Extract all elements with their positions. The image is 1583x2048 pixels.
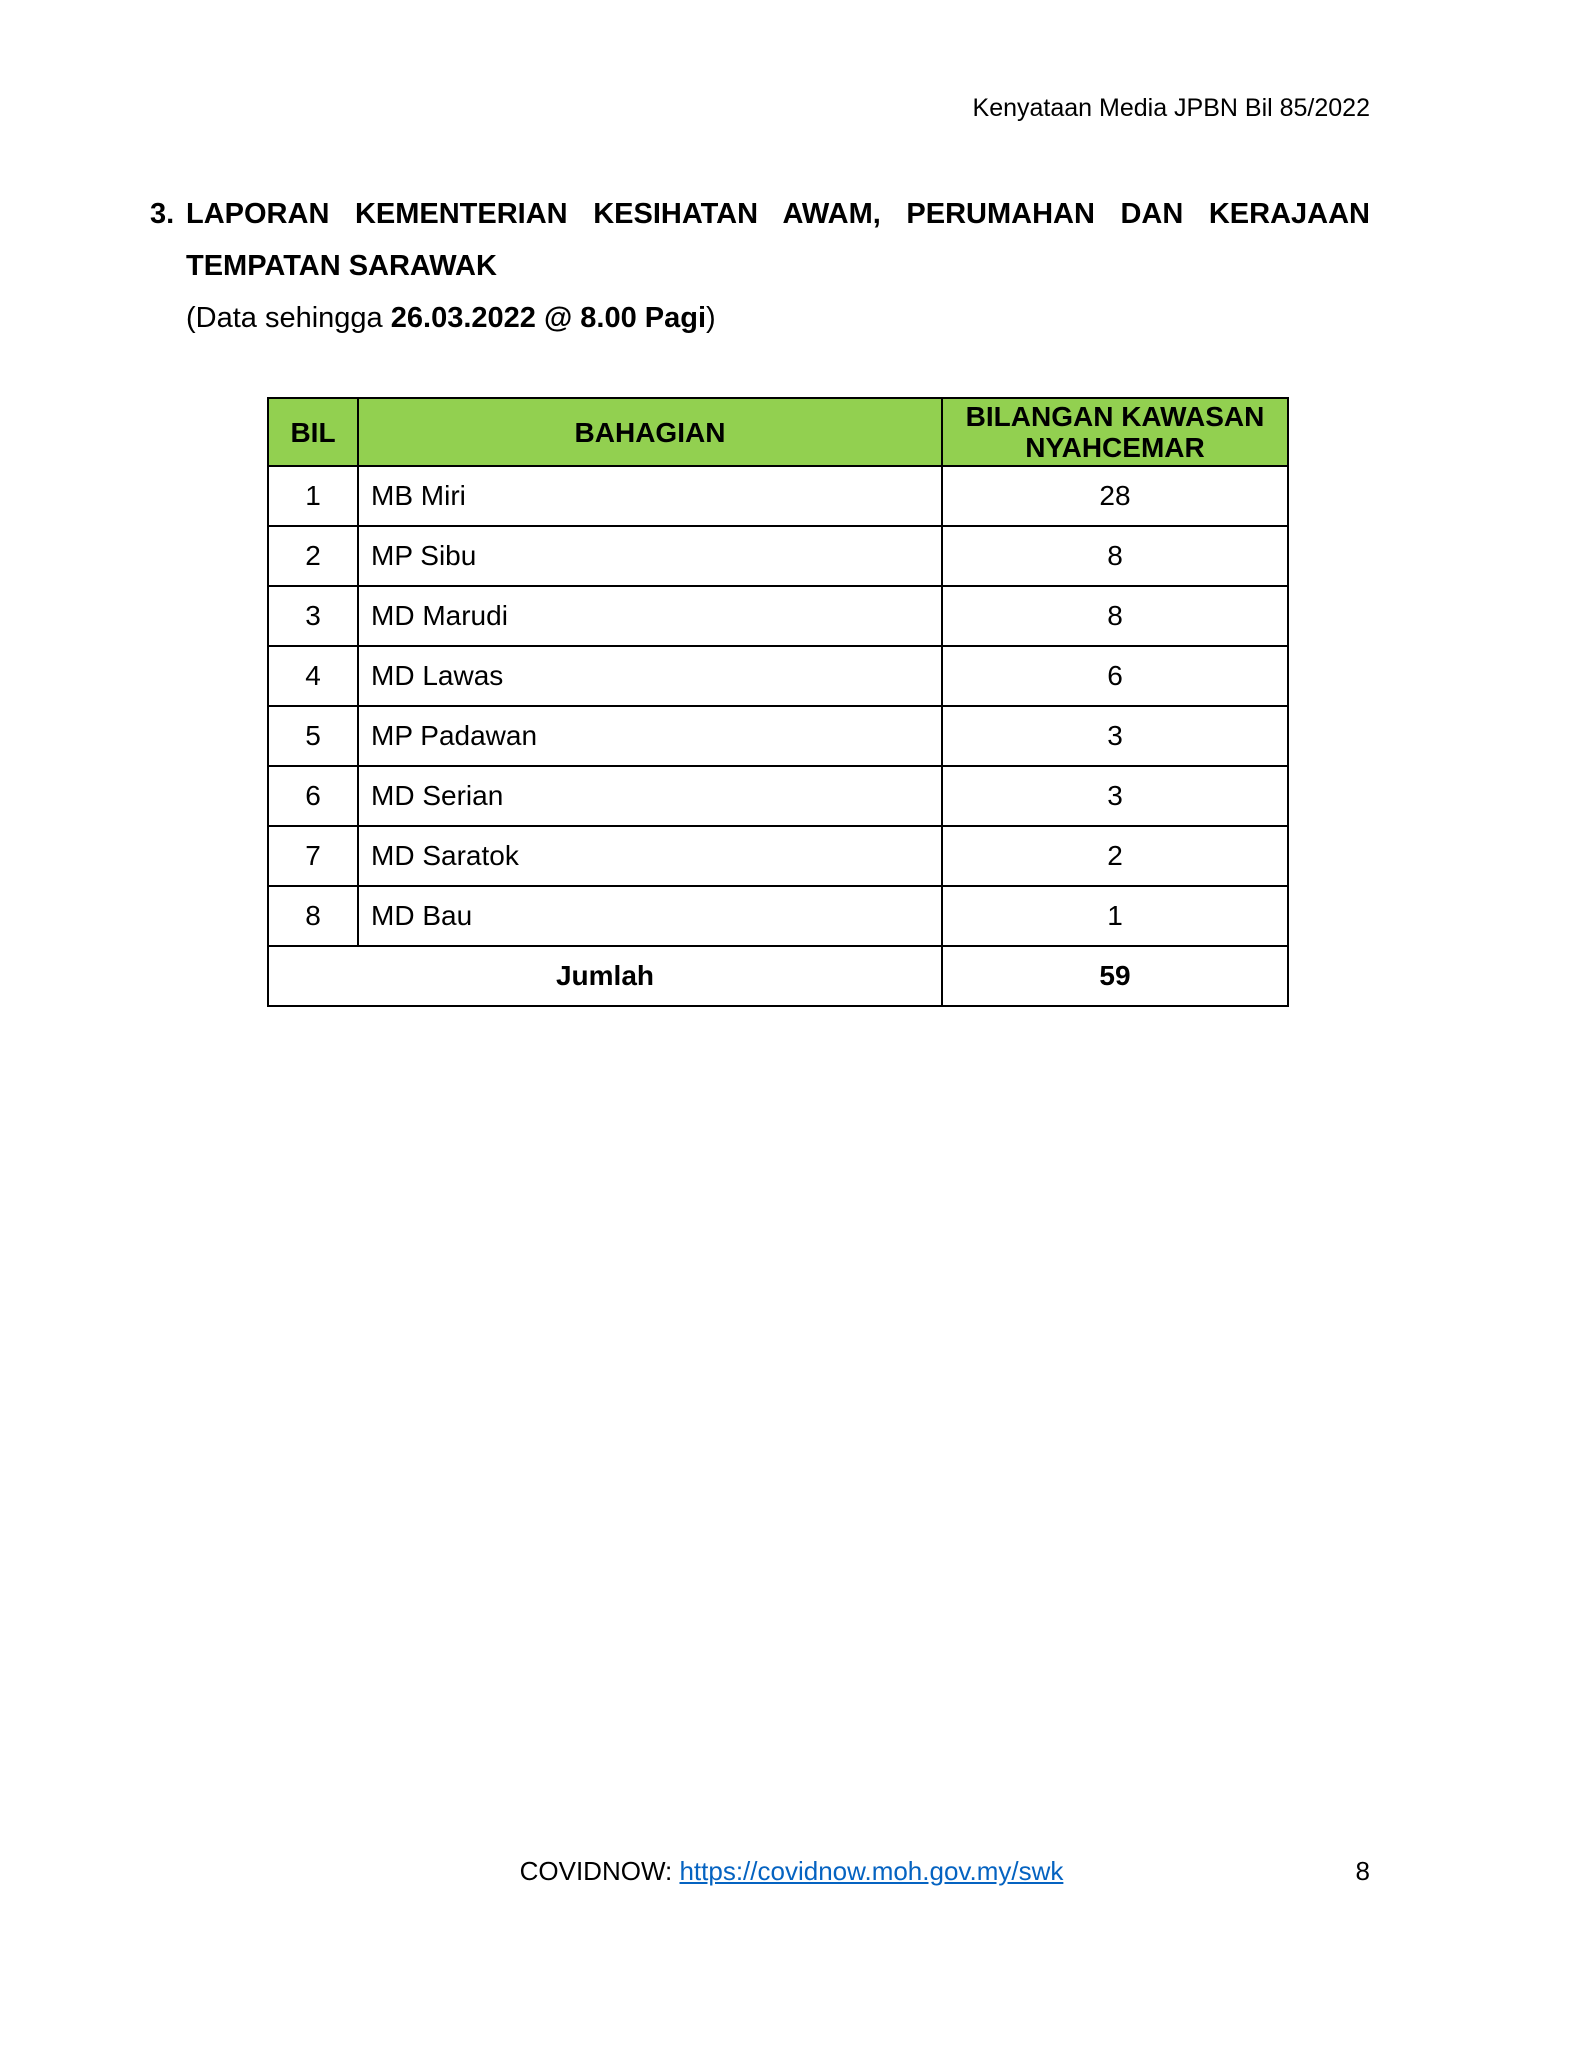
cell-bahagian: MD Bau — [358, 886, 942, 946]
cell-bil: 6 — [268, 766, 358, 826]
report-section — [150, 188, 1370, 344]
table-header-row — [268, 398, 1288, 466]
cell-bil: 3 — [268, 586, 358, 646]
cell-bil: 8 — [268, 886, 358, 946]
cell-bahagian: MD Saratok — [358, 826, 942, 886]
table-row — [268, 646, 1288, 706]
data-note-suffix: ) — [706, 302, 716, 334]
section-number: 3. — [150, 198, 175, 230]
total-value: 59 — [942, 946, 1288, 1006]
table-row — [268, 586, 1288, 646]
data-date-note — [186, 292, 1370, 344]
header-bil: BIL — [268, 398, 358, 466]
cell-bahagian: MD Serian — [358, 766, 942, 826]
cell-bahagian: MB Miri — [358, 466, 942, 526]
cell-value: 1 — [942, 886, 1288, 946]
covidnow-link[interactable]: https://covidnow.moh.gov.my/swk — [679, 1856, 1064, 1886]
table-row — [268, 886, 1288, 946]
cell-bahagian: MD Lawas — [358, 646, 942, 706]
cell-bahagian: MD Marudi — [358, 586, 942, 646]
cell-bil: 2 — [268, 526, 358, 586]
cell-bahagian: MP Padawan — [358, 706, 942, 766]
document-reference: Kenyataan Media JPBN Bil 85/2022 — [972, 94, 1370, 122]
table-total-row — [268, 946, 1288, 1006]
cell-value: 3 — [942, 766, 1288, 826]
cell-bil: 1 — [268, 466, 358, 526]
data-note-prefix: (Data sehingga — [186, 302, 391, 334]
cell-value: 8 — [942, 586, 1288, 646]
table-row — [268, 826, 1288, 886]
section-heading — [150, 188, 1370, 292]
page-number: 8 — [1355, 1856, 1370, 1886]
table-row — [268, 706, 1288, 766]
cell-value: 6 — [942, 646, 1288, 706]
cell-value: 2 — [942, 826, 1288, 886]
footer — [0, 1856, 1583, 1887]
cell-value: 28 — [942, 466, 1288, 526]
table-row — [268, 466, 1288, 526]
section-title: LAPORAN KEMENTERIAN KESIHATAN AWAM, PERUMAHAN DAN KERAJAAN TEMPATAN SARAWAK — [186, 198, 1370, 282]
table-row — [268, 766, 1288, 826]
cell-bil: 7 — [268, 826, 358, 886]
cell-value: 3 — [942, 706, 1288, 766]
footer-label: COVIDNOW: — [519, 1856, 680, 1886]
table-row — [268, 526, 1288, 586]
data-note-date: 26.03.2022 @ 8.00 Pagi — [390, 302, 707, 334]
total-label: Jumlah — [268, 946, 942, 1006]
cell-bahagian: MP Sibu — [358, 526, 942, 586]
cell-value: 8 — [942, 526, 1288, 586]
report-table — [267, 397, 1289, 1007]
header-bahagian: BAHAGIAN — [358, 398, 942, 466]
header-bilangan: BILANGAN KAWASAN NYAHCEMAR — [942, 398, 1288, 466]
cell-bil: 4 — [268, 646, 358, 706]
cell-bil: 5 — [268, 706, 358, 766]
